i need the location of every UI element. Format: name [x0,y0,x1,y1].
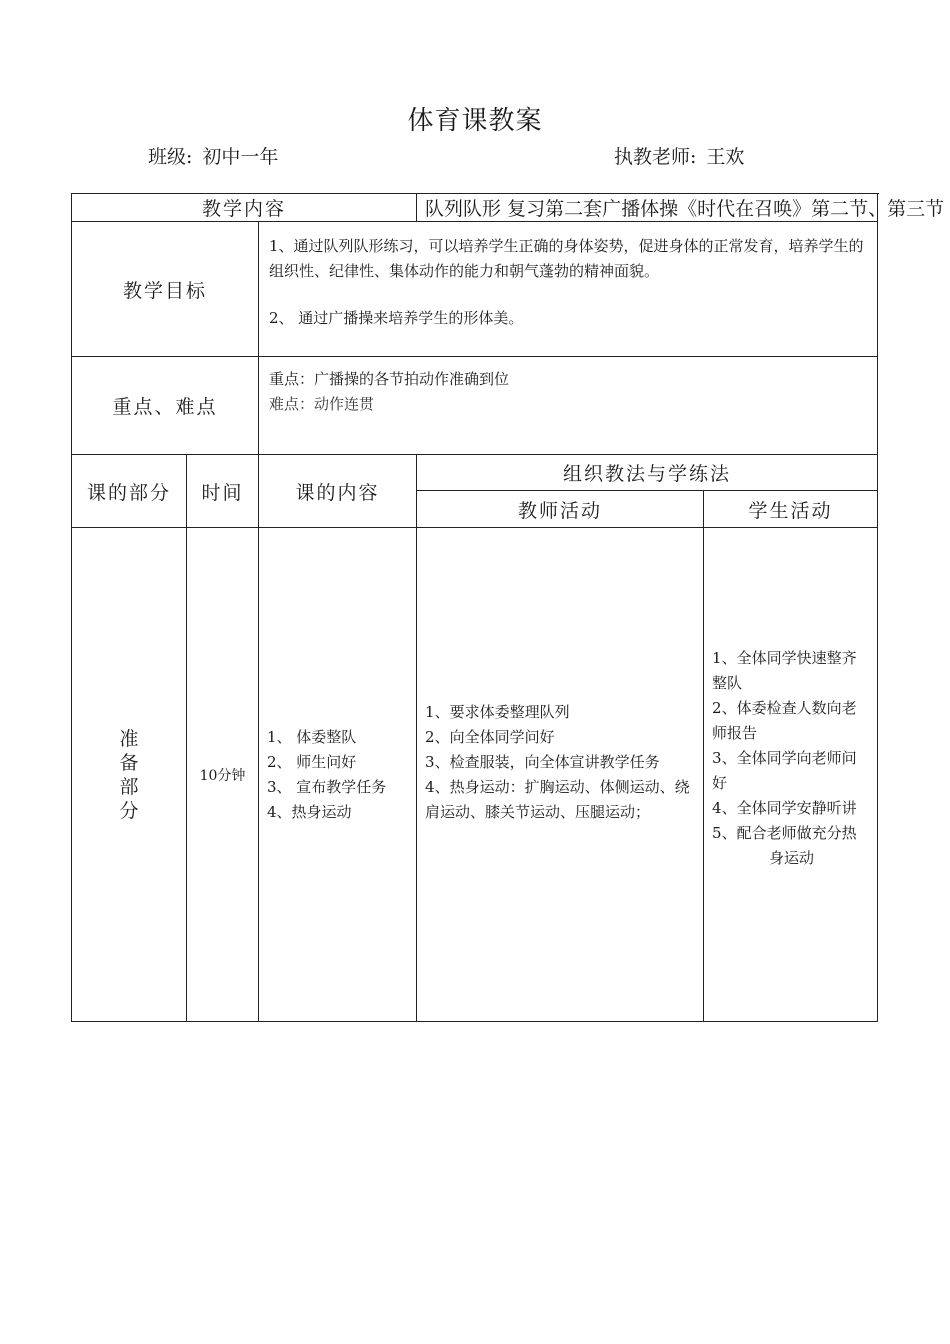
class-label: 班级: [148,146,193,168]
goals-label: 教学目标 [72,222,259,357]
teacher-item: 2、向全体同学问好 [425,728,555,746]
goals-row [72,222,878,357]
col-time: 时间 [187,455,259,528]
student-item: 身运动 [769,849,815,867]
key-label: 重点、难点 [72,357,259,455]
student-item: 4、全体同学安静听讲 [712,799,857,817]
content-row [72,194,878,222]
part-char: 分 [119,799,139,822]
class-info [148,142,278,169]
col-teacher: 教师活动 [417,491,704,528]
content-item: 4、热身运动 [267,802,352,821]
goals-cell [259,222,878,357]
student-item: 3、全体同学向老师问好 [712,749,857,792]
student-cell [704,528,878,1022]
col-student: 学生活动 [704,491,878,528]
content-label: 教学内容 [72,194,417,222]
header-row-1 [72,455,878,491]
content-value: 队列队形 复习第二套广播体操《时代在召唤》第二节、第三节 [417,194,878,222]
content-cell [259,528,417,1022]
goal-item: 2、 通过广播操来培养学生的形体美。 [269,309,524,327]
key-point: 重点：广播操的各节拍动作准确到位 [269,370,510,388]
student-item: 2、体委检查人数向老师报告 [712,699,857,742]
teacher-info [614,142,744,169]
col-part: 课的部分 [72,455,187,528]
content-item: 3、 宣布教学任务 [267,777,387,796]
part-char: 部 [119,775,139,798]
difficult-point: 难点：动作连贯 [269,395,375,413]
teacher-item: 1、要求体委整理队列 [425,703,570,721]
part-char: 准 [119,727,139,750]
teacher-item: 3、检查服装，向全体宣讲教学任务 [425,753,660,771]
col-method: 组织教法与学练法 [417,455,878,491]
student-item: 1、全体同学快速整齐整队 [712,649,857,692]
teacher-value: 王欢 [706,146,745,168]
content-item: 2、 师生问好 [267,752,357,771]
goal-item: 1、通过队列队形练习，可以培养学生正确的身体姿势，促进身体的正常发育，培养学生的组织性、纪律性、集体动作的能力和朝气蓬勃的精神面貌。 [269,237,864,280]
part-cell [72,528,187,1022]
teacher-label: 执教老师: [614,146,697,168]
key-row [72,357,878,455]
lesson-plan-table [71,193,945,1022]
key-cell [259,357,878,455]
teacher-item: 4、热身运动：扩胸运动、体侧运动、绕肩运动、膝关节运动、压腿运动； [425,778,690,821]
time-cell: 10分钟 [187,528,259,1022]
student-item: 5、配合老师做充分热 [712,824,857,842]
col-content: 课的内容 [259,455,417,528]
teacher-cell [417,528,704,1022]
class-value: 初中一年 [202,146,279,168]
table-row [72,528,878,1022]
document-title: 体育课教案 [407,106,543,136]
content-item: 1、 体委整队 [267,727,357,746]
part-char: 备 [119,751,139,774]
